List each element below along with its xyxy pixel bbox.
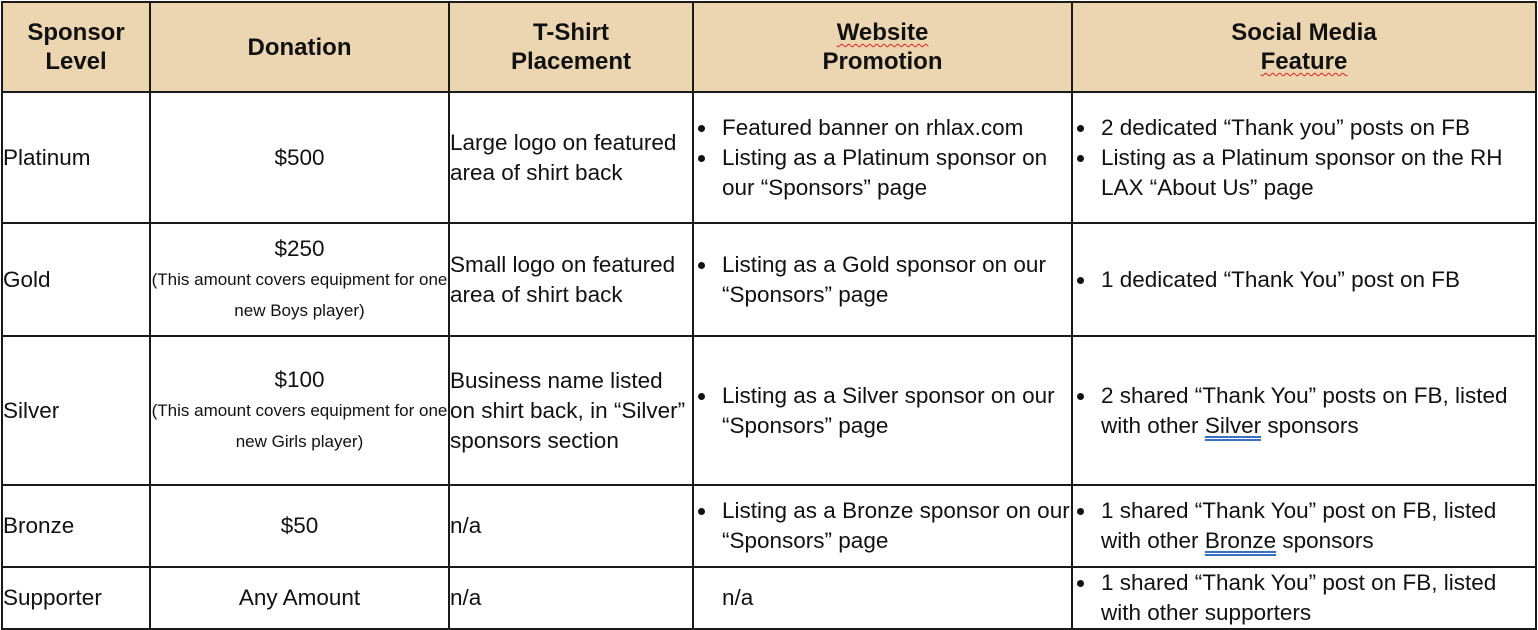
header-donation: Donation [150,2,449,92]
list-item: 1 shared “Thank You” post on FB, listed with other supporters [1073,568,1535,628]
social-cell [1072,567,1536,629]
social-cell [1072,223,1536,336]
donation-amount: $100 [274,366,325,392]
donation-cell [150,485,449,567]
header-tshirt-placement: T-Shirt Placement [449,2,693,92]
shirt-cell: n/a [449,567,693,629]
sponsor-levels-table [1,1,1537,630]
donation-amount: $500 [274,144,325,170]
shirt-cell: Small logo on featured area of shirt back [449,223,693,336]
website-cell [693,567,1072,629]
social-cell [1072,485,1536,567]
table-row [2,485,1536,567]
header-sponsor-level: Sponsor Level [2,2,150,92]
table-row [2,567,1536,629]
level-cell: Supporter [2,567,150,629]
list-item: Featured banner on rhlax.com [694,113,1071,143]
level-cell: Silver [2,336,150,485]
donation-amount: $50 [280,513,319,538]
website-cell [693,223,1072,336]
list-item: Listing as a Silver sponsor on our “Sponsors” page [694,381,1071,441]
list-item: 2 dedicated “Thank you” posts on FB [1073,113,1535,143]
website-cell [693,92,1072,223]
shirt-cell: Business name listed on shirt back, in “Silver” sponsors section [449,336,693,485]
level-cell: Platinum [2,92,150,223]
list-item: 2 shared “Thank You” posts on FB, listed with other Silver sponsors [1073,381,1535,441]
donation-cell [150,92,449,223]
website-cell [693,336,1072,485]
donation-cell [150,336,449,485]
list-item: Listing as a Platinum sponsor on our “Sponsors” page [694,143,1071,203]
header-social-media-feature: Social Media Feature [1072,2,1536,92]
website-cell [693,485,1072,567]
donation-amount: $250 [274,235,325,261]
list-item: 1 dedicated “Thank You” post on FB [1073,265,1535,295]
table-row [2,336,1536,485]
underlined-word: Silver [1204,412,1262,438]
table-row [2,223,1536,336]
shirt-cell: Large logo on featured area of shirt back [449,92,693,223]
donation-amount: Any Amount [238,585,361,610]
list-item: Listing as a Platinum sponsor on the RH LAX “About Us” page [1073,143,1535,203]
donation-cell [150,567,449,629]
list-item: Listing as a Bronze sponsor on our “Sponsors” page [694,496,1071,556]
header-row [2,2,1536,92]
donation-note: (This amount covers equipment for one new Girls player) [151,400,448,451]
list-item: Listing as a Gold sponsor on our “Sponsors” page [694,250,1071,310]
underlined-word: Bronze [1204,528,1277,553]
level-cell: Bronze [2,485,150,567]
shirt-cell: n/a [449,485,693,567]
header-website-promotion: Website Promotion [693,2,1072,92]
level-cell: Gold [2,223,150,336]
social-cell [1072,92,1536,223]
list-item: 1 shared “Thank You” post on FB, listed with other Bronze sponsors [1073,496,1535,556]
social-cell [1072,336,1536,485]
table-row [2,92,1536,223]
website-plain-text: n/a [722,585,754,610]
donation-note: (This amount covers equipment for one new Boys player) [151,269,448,320]
donation-cell [150,223,449,336]
